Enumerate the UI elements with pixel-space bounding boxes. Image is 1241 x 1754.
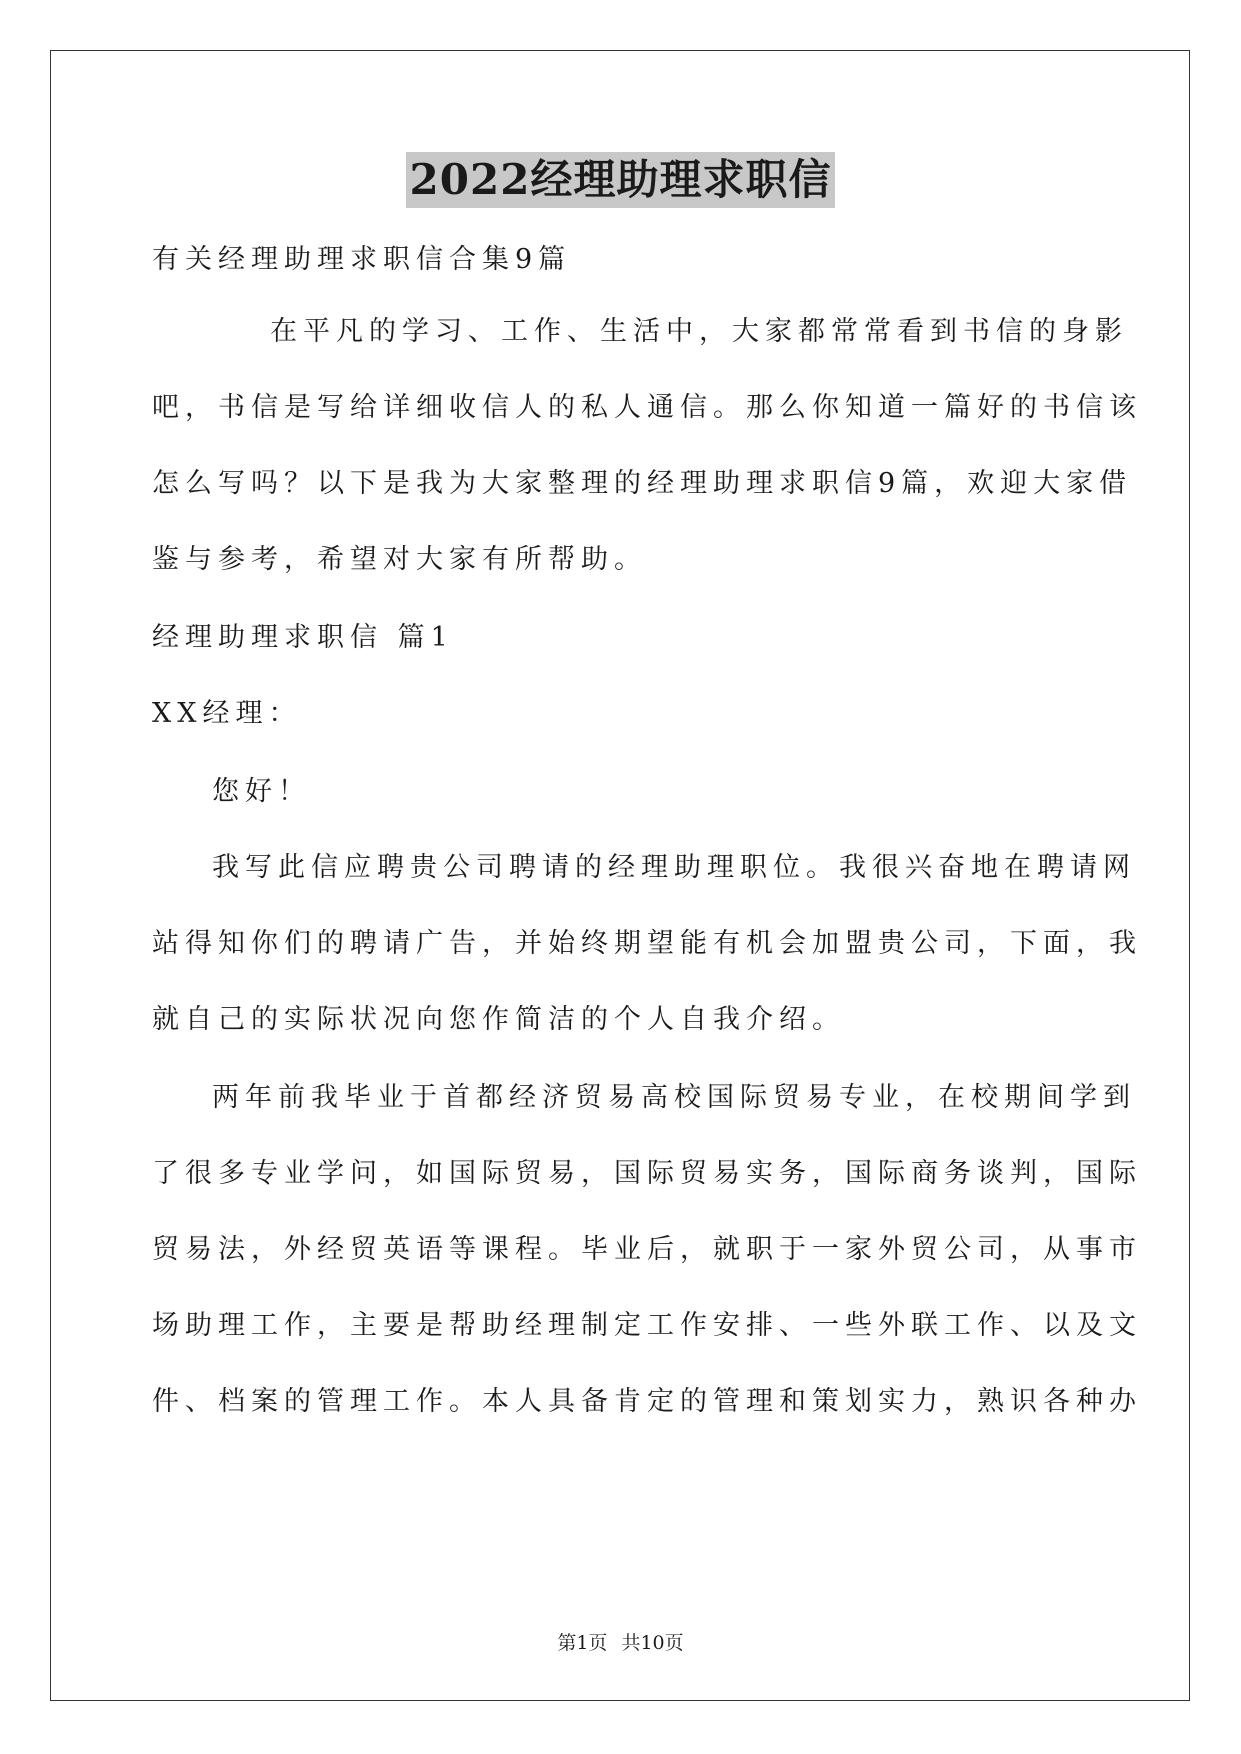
page-footer	[0, 1628, 1241, 1655]
subtitle-line: 有关经理助理求职信合集9篇	[152, 244, 572, 275]
paragraph-line: 我写此信应聘贵公司聘请的经理助理职位。我很兴奋地在聘请网	[212, 852, 1136, 883]
paragraph-line: 吧，书信是写给详细收信人的私人通信。那么你知道一篇好的书信该	[152, 392, 1142, 423]
paragraph-line: 站得知你们的聘请广告，并始终期望能有机会加盟贵公司，下面，我	[152, 928, 1142, 959]
title-container	[0, 152, 1241, 208]
paragraph-line: 在平凡的学习、工作、生活中，大家都常常看到书信的身影	[270, 316, 1128, 347]
paragraph-line: 就自己的实际状况向您作简洁的个人自我介绍。	[152, 1004, 845, 1035]
paragraph-line: 贸易法，外经贸英语等课程。毕业后，就职于一家外贸公司，从事市	[152, 1234, 1142, 1265]
page-number-current: 第1页	[557, 1632, 608, 1654]
paragraph-line: 怎么写吗？以下是我为大家整理的经理助理求职信9篇，欢迎大家借	[152, 468, 1133, 499]
section-heading: 经理助理求职信 篇1	[152, 622, 454, 653]
paragraph-line: 两年前我毕业于首都经济贸易高校国际贸易专业，在校期间学到	[212, 1082, 1136, 1113]
paragraph-line: 件、档案的管理工作。本人具备肯定的管理和策划实力，熟识各种办	[152, 1386, 1142, 1417]
paragraph-line: 了很多专业学问，如国际贸易，国际贸易实务，国际商务谈判，国际	[152, 1158, 1142, 1189]
salutation: XX经理：	[152, 698, 302, 729]
greeting: 您好！	[212, 776, 311, 807]
paragraph-line: 鉴与参考，希望对大家有所帮助。	[152, 544, 647, 575]
page-number-total: 共10页	[621, 1632, 684, 1654]
document-title: 2022经理助理求职信	[406, 152, 836, 208]
paragraph-line: 场助理工作，主要是帮助经理制定工作安排、一些外联工作、以及文	[152, 1310, 1142, 1341]
